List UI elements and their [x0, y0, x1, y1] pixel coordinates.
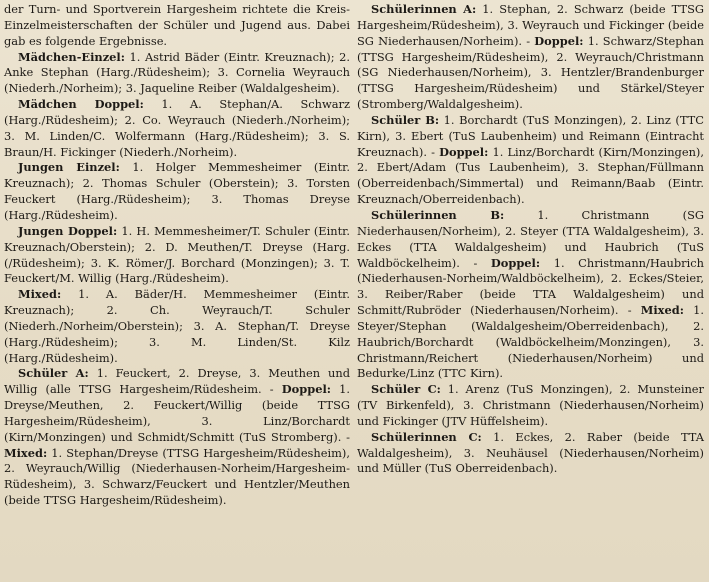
- schuelerinnen-b-text: 1. Christmann (SG Niederhausen/Norheim), 2. Steyer (TTA Waldalgesheim), 3. Eckes (TTA Waldalgesheim) und Haubrich (TuS Waldböckelheim). -: [357, 207, 704, 270]
- jungen-einzel-text: 1. Holger Memmesheimer (Eintr. Kreuznach); 2. Thomas Schuler (Oberstein); 3. Torsten Feuckert (Harg./Rüdesheim); 3. Thomas Dreyse (Harg./Rüdesheim).: [4, 160, 350, 222]
- schueler-a-doppel-text: 1. Dreyse/Meuthen, 2. Feuckert/Willig (beide TTSG Hargesheim/Rüdesheim), 3. Linz/Borchardt (Kirn/Monzingen) und Schmidt/Schmitt (TuS Stromberg). -: [4, 382, 350, 444]
- schuelerinnen-a-doppel-label: Doppel:: [534, 33, 584, 48]
- left-column: [4, 2, 350, 509]
- schuelerinnen-b-doppel-text: 1. Christmann/Haubrich (Niederhausen-Norheim/Waldböckelheim), 2. Eckes/Steier, 3. Reiber/Raber (beide TTA Waldalgesheim) und Schmitt/Rubröder (Niederhausen/Norheim). -: [357, 255, 704, 318]
- schueler-a-results: [4, 366, 350, 509]
- schueler-b-label: Schüler B:: [371, 112, 440, 127]
- schueler-a-mixed-text: 1. Stephan/Dreyse (TTSG Hargesheim/Rüdesheim), 2. Weyrauch/Willig (Niederhausen-Norheim/Hargesheim-Rüdesheim), 3. Schwarz/Feuckert und Hentzler/Meuthen (beide TTSG Hargesheim/Rüdesheim).: [4, 445, 350, 508]
- schueler-b-doppel-text: 1. Linz/Borchardt (Kirn/Monzingen), 2. Ebert/Adam (Tus Laubenheim), 3. Stephan/Füllmann (Oberreidenbach/Simmertal) und Reimann/Baab (Eintr. Kreuznach/Oberreidenbach).: [357, 144, 704, 207]
- schuelerinnen-c-text: 1. Eckes, 2. Raber (beide TTA Waldalgesheim), 3. Neuhäusel (Niederhausen/Norheim) und Müller (TuS Oberreidenbach).: [357, 429, 704, 476]
- jungen-doppel-results: [4, 224, 350, 287]
- schueler-b-text: 1. Borchardt (TuS Monzingen), 2. Linz (TTC Kirn), 3. Ebert (TuS Laubenheim) und Reimann (Eintracht Kreuznach). -: [357, 112, 704, 159]
- schueler-c-results: [357, 382, 704, 430]
- schueler-c-label: Schüler C:: [371, 382, 441, 397]
- schuelerinnen-b-doppel-label: Doppel:: [490, 255, 541, 270]
- schuelerinnen-a-text: 1. Stephan, 2. Schwarz (beide TTSG Hargesheim/Rüdesheim), 3. Weyrauch und Fickinger (beide SG Niederhausen/Norheim). -: [357, 2, 704, 48]
- intro-paragraph: der Turn- und Sportverein Hargesheim richtete die Kreis-Einzelmeisterschaften der Schüler und Jugend aus. Dabei gab es folgende Ergebnisse.: [4, 2, 350, 48]
- schuelerinnen-c-label: Schülerinnen C:: [371, 429, 482, 444]
- schueler-a-mixed-label: Mixed:: [4, 445, 48, 460]
- schuelerinnen-b-mixed-text: 1. Steyer/Stephan (Waldalgesheim/Oberreidenbach), 2. Haubrich/Borchardt (Waldböckelheim/Monzingen), 3. Christmann/Reichert (Niederhausen/Norheim) und Bedurke/Linz (TTC Kirn).: [357, 303, 704, 381]
- jungen-doppel-label: Jungen Doppel:: [18, 223, 118, 238]
- schueler-a-doppel-label: Doppel:: [281, 382, 331, 397]
- maedchen-doppel-label: Mädchen Doppel:: [18, 97, 144, 112]
- maedchen-doppel-text: 1. A. Stephan/A. Schwarz (Harg./Rüdesheim); 2. Co. Weyrauch (Niederh./Norheim); 3. M. Linden/C. Wolfermann (Harg./Rüdesheim); 3. S. Braun/H. Fickinger (Niederh./Norheim).: [4, 97, 350, 159]
- schuelerinnen-b-results: [357, 208, 704, 382]
- jungen-doppel-text: 1. H. Memmesheimer/T. Schuler (Eintr. Kreuznach/Oberstein); 2. D. Meuthen/T. Dreyse (Harg.(/Rüdesheim); 3. K. Römer/J. Borchard (Monzingen); 3. T. Feuckert/M. Willig (Harg./Rüdesheim).: [4, 223, 350, 286]
- schuelerinnen-a-doppel-text: 1. Schwarz/Stephan (TTSG Hargesheim/Rüdesheim), 2. Weyrauch/Christmann (SG Niederhausen/Norheim), 3. Hentzler/Brandenburger (TTSG Hargesheim/Rüdesheim) und Stärkel/Steyer (Stromberg/Waldalgesheim).: [357, 33, 704, 112]
- maedchen-einzel-results: [4, 50, 350, 98]
- mixed-label: Mixed:: [18, 287, 62, 302]
- schueler-c-text: 1. Arenz (TuS Monzingen), 2. Munsteiner (TV Birkenfeld), 3. Christmann (Niederhausen/Norheim) und Fickinger (JTV Hüffelsheim).: [357, 382, 704, 428]
- schuelerinnen-c-results: [357, 430, 704, 478]
- schuelerinnen-b-mixed-label: Mixed:: [640, 303, 684, 318]
- maedchen-doppel-results: [4, 97, 350, 160]
- mixed-text: 1. A. Bäder/H. Memmesheimer (Eintr. Kreuznach); 2. Ch. Weyrauch/T. Schuler (Niederh./Norheim/Oberstein); 3. A. Stephan/T. Dreyse (Harg./Rüdesheim); 3. M. Linden/St. Kilz (Harg./Rüdesheim).: [4, 287, 350, 365]
- schueler-b-results: [357, 113, 704, 208]
- schueler-a-text: 1. Feuckert, 2. Dreyse, 3. Meuthen und Willig (alle TTSG Hargesheim/Rüdesheim. -: [4, 366, 350, 397]
- right-column: [357, 2, 704, 477]
- jungen-einzel-results: [4, 160, 350, 223]
- schueler-a-label: Schüler A:: [18, 366, 89, 381]
- maedchen-einzel-text: 1. Astrid Bäder (Eintr. Kreuznach); 2. Anke Stephan (Harg./Rüdesheim); 3. Cornelia Weyrauch (Niederh./Norheim); 3. Jaqueline Reiber (Waldalgesheim).: [4, 49, 350, 96]
- jungen-einzel-label: Jungen Einzel:: [18, 160, 120, 175]
- schuelerinnen-b-label: Schülerinnen B:: [371, 207, 505, 222]
- schueler-b-doppel-label: Doppel:: [439, 144, 489, 159]
- schuelerinnen-a-results: [357, 2, 704, 113]
- mixed-results: [4, 287, 350, 366]
- schuelerinnen-a-label: Schülerinnen A:: [371, 2, 477, 16]
- maedchen-einzel-label: Mädchen-Einzel:: [18, 49, 125, 64]
